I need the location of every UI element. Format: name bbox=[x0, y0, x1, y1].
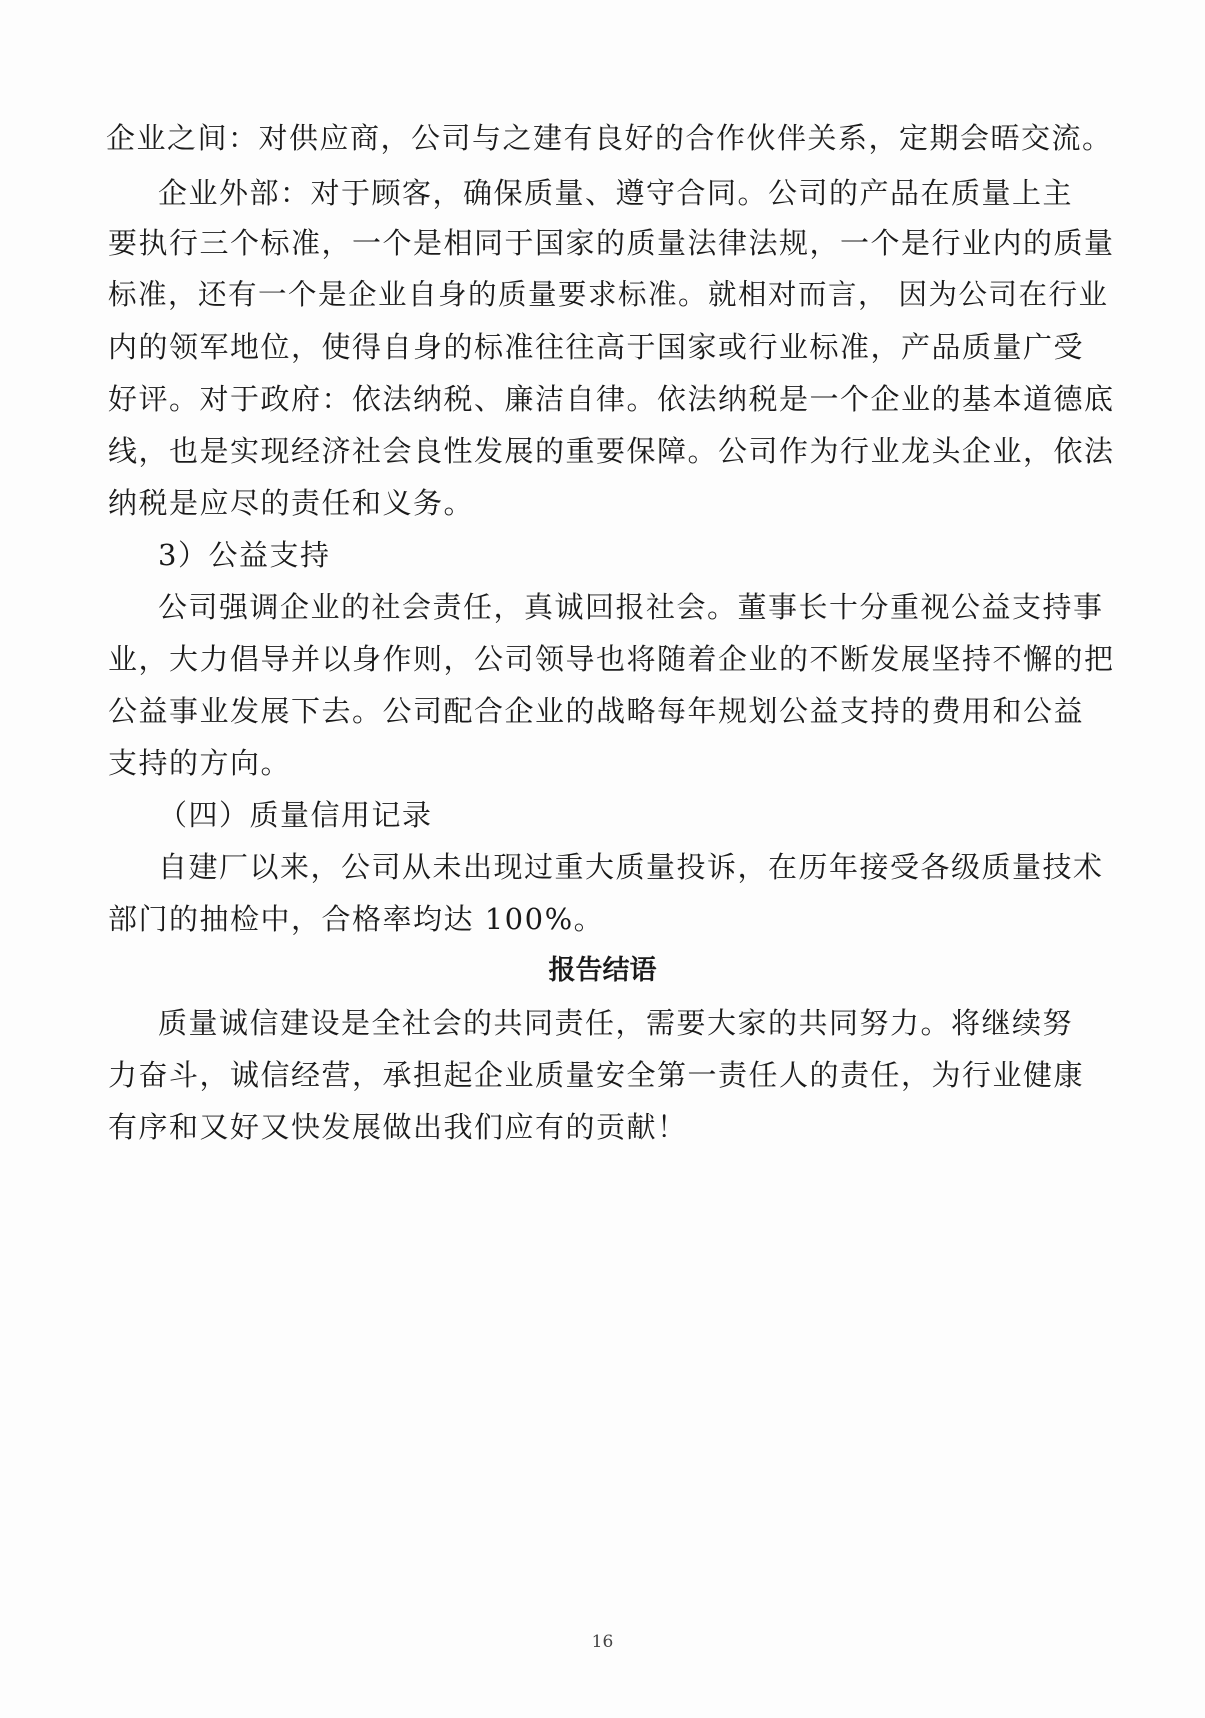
text-line: 部门的抽检中，合格率均达 100%。 bbox=[108, 902, 605, 936]
text-line: 公益事业发展下去。公司配合企业的战略每年规划公益支持的费用和公益 bbox=[108, 694, 1085, 728]
text-line: 内的领军地位，使得自身的标准往往高于国家或行业标准，产品质量广受 bbox=[108, 330, 1085, 364]
text-line: 有序和又好又快发展做出我们应有的贡献！ bbox=[108, 1110, 688, 1144]
subsection-heading: 3）公益支持 bbox=[158, 538, 331, 572]
text-line: 力奋斗，诚信经营，承担起企业质量安全第一责任人的责任，为行业健康 bbox=[108, 1058, 1085, 1092]
text-line: 线，也是实现经济社会良性发展的重要保障。公司作为行业龙头企业，依法 bbox=[108, 434, 1115, 468]
text-line: 要执行三个标准，一个是相同于国家的质量法律法规，一个是行业内的质量 bbox=[108, 226, 1115, 260]
text-line: 企业之间：对供应商，公司与之建有良好的合作伙伴关系，定期会晤交流。 bbox=[106, 121, 1113, 155]
page-number: 16 bbox=[591, 1632, 614, 1652]
text-line: 自建厂以来，公司从未出现过重大质量投诉，在历年接受各级质量技术 bbox=[158, 850, 1104, 884]
text-line: 好评。对于政府：依法纳税、廉洁自律。依法纳税是一个企业的基本道德底 bbox=[108, 382, 1115, 416]
text-line: 公司强调企业的社会责任，真诚回报社会。董事长十分重视公益支持事 bbox=[158, 590, 1104, 624]
text-line: 企业外部：对于顾客，确保质量、遵守合同。公司的产品在质量上主 bbox=[158, 176, 1074, 210]
text-line: 支持的方向。 bbox=[108, 746, 292, 780]
text-line: 业，大力倡导并以身作则，公司领导也将随着企业的不断发展坚持不懈的把 bbox=[108, 642, 1115, 676]
text-line: 纳税是应尽的责任和义务。 bbox=[108, 486, 475, 520]
text-line: 质量诚信建设是全社会的共同责任，需要大家的共同努力。将继续努 bbox=[158, 1006, 1074, 1040]
section-heading: （四）质量信用记录 bbox=[158, 798, 433, 832]
text-line: 标准，还有一个是企业自身的质量要求标准。就相对而言， 因为公司在行业 bbox=[108, 278, 1109, 311]
section-title: 报告结语 bbox=[548, 955, 657, 986]
